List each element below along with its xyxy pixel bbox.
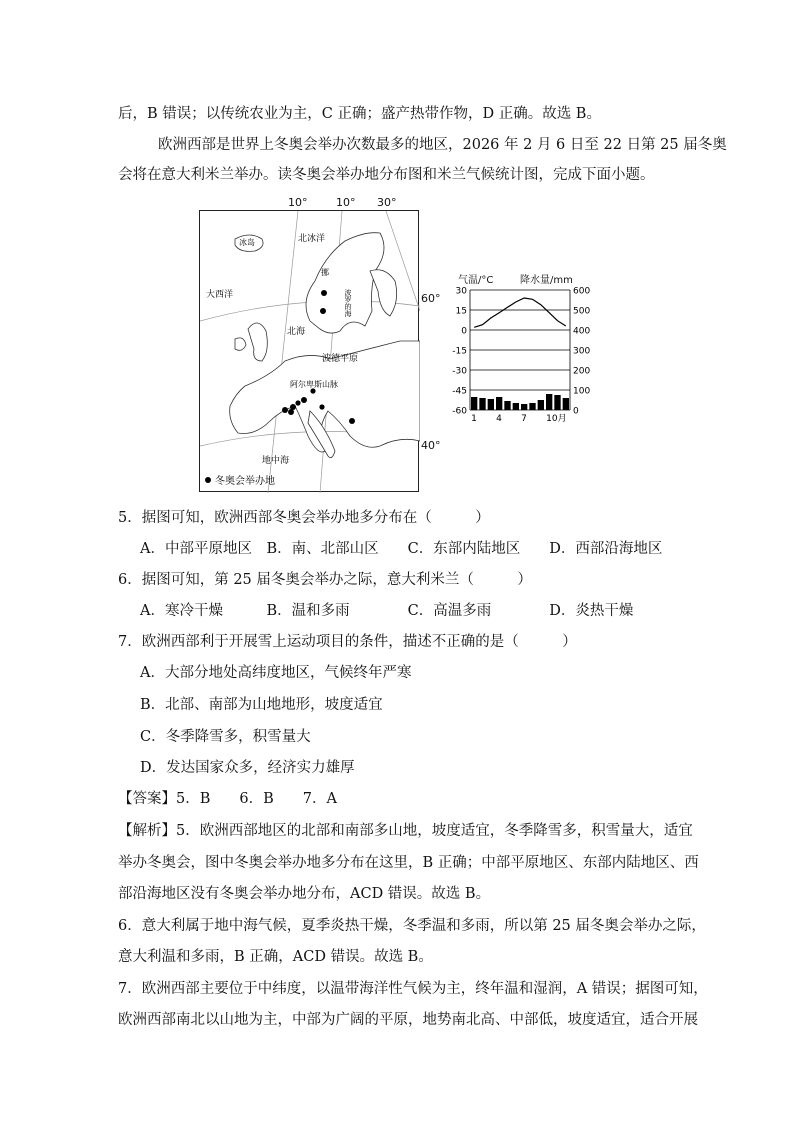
- temp-tick-label: 30: [455, 286, 467, 297]
- x-tick-label: 4: [496, 414, 502, 424]
- label-alps: 阿尔卑斯山脉: [290, 380, 338, 389]
- q7-option-a: A．大部分地处高纬度地区，气候终年严寒: [140, 665, 412, 681]
- q7-option-b: B．北部、南部为山地地形，坡度适宜: [140, 697, 383, 713]
- precipitation-bar: [538, 400, 544, 410]
- temp-tick-label: -60: [452, 406, 467, 417]
- analysis-line-3: 部沿海地区没有冬奥会举办地分布，ACD 错误。故选 B。: [118, 886, 491, 902]
- temp-tick-label: 15: [455, 306, 467, 317]
- q6-stem: 6．据图可知，第 25 届冬奥会举办之际，意大利米兰（ ）: [118, 572, 532, 588]
- host-dot: [320, 308, 326, 314]
- label-atlantic: 大西洋: [206, 290, 234, 300]
- analysis-line-6: 7．欧洲西部主要位于中纬度，以温带海洋性气候为主，终年温和湿润，A 错误；据图可知，: [118, 981, 708, 997]
- precip-tick-label: 0: [573, 406, 579, 417]
- q7-option-c: C．冬季降雪多，积雪量大: [140, 729, 311, 745]
- precipitation-bar: [504, 401, 510, 410]
- host-dot: [321, 290, 327, 296]
- lon-label-2: 10°: [336, 196, 356, 209]
- intro-line-1: 后，B 错误；以传统农业为主，C 正确；盛产热带作物，D 正确。故选 B。: [118, 106, 601, 122]
- temp-tick-label: -45: [452, 386, 467, 397]
- lon-label-1: 10°: [288, 196, 308, 209]
- climate-chart: [440, 284, 600, 429]
- precipitation-bar: [563, 398, 569, 410]
- lon-label-3: 30°: [377, 196, 397, 209]
- analysis-line-7: 欧洲西部南北以山地为主，中部为广阔的平原，地势南北高、中部低，坡度适宜，适合开展: [118, 1012, 698, 1028]
- legend-dot: [205, 477, 211, 483]
- q6-options: A．寒冷干燥 B．温和多雨 C．高温多雨 D．炎热干燥: [140, 603, 634, 619]
- precip-tick-label: 100: [573, 386, 591, 397]
- precip-tick-label: 300: [573, 346, 591, 357]
- precip-tick-label: 400: [573, 326, 591, 337]
- q5-options: A．中部平原地区 B．南、北部山区 C．东部内陆地区 D．西部沿海地区: [140, 541, 663, 557]
- answer-line: 【答案】5．B 6．B 7．A: [118, 791, 337, 807]
- britain-shape: [248, 323, 267, 361]
- analysis-line-5: 意大利温和多雨，B 正确，ACD 错误。故选 B。: [118, 949, 433, 965]
- lat-label-60: 60°: [421, 292, 441, 305]
- precipitation-bar: [479, 398, 485, 410]
- q7-stem: 7．欧洲西部利于开展雪上运动项目的条件，描述不正确的是（ ）: [118, 634, 577, 650]
- lat-label-40: 40°: [421, 439, 441, 452]
- label-north-sea: 北海: [287, 327, 306, 337]
- intro-line-2: 欧洲西部是世界上冬奥会举办次数最多的地区，2026 年 2 月 6 日至 22 日第 25 届冬奥: [158, 137, 727, 153]
- x-tick-label: 1: [471, 414, 477, 424]
- precip-tick-label: 200: [573, 366, 591, 377]
- precipitation-bar: [488, 399, 494, 410]
- precipitation-bar: [554, 395, 560, 410]
- europe-map: [199, 210, 419, 492]
- x-tick-label: 7: [521, 414, 527, 424]
- temp-axis-label: 气温/°C: [458, 275, 494, 286]
- host-dot: [319, 404, 324, 409]
- temp-tick-label: -15: [452, 346, 467, 357]
- host-dot: [288, 409, 294, 415]
- precipitation-bar: [513, 403, 519, 410]
- label-arctic: 北冰洋: [298, 234, 326, 244]
- x-tick-label: 10月: [546, 414, 567, 424]
- analysis-line-1: 【解析】5．欧洲西部地区的北部和南部多山地，坡度适宜，冬季降雪多，积雪量大，适宜: [118, 823, 693, 839]
- label-norway: 挪: [321, 268, 329, 277]
- label-plain: 波德平原: [322, 354, 359, 364]
- precipitation-bar: [471, 397, 477, 410]
- legend-text: 冬奥会举办地: [215, 476, 275, 487]
- scandinavia-shape: [306, 233, 384, 333]
- temp-tick-label: -30: [452, 366, 467, 377]
- analysis-line-2: 举办冬奥会，图中冬奥会举办地多分布在这里，B 正确；中部平原地区、东部内陆地区、西: [118, 855, 699, 871]
- intro-line-3: 会将在意大利米兰举办。读冬奥会举办地分布图和米兰气候统计图，完成下面小题。: [118, 167, 655, 183]
- q5-stem: 5．据图可知，欧洲西部冬奥会举办地多分布在（ ）: [118, 510, 490, 526]
- ireland-shape: [235, 338, 246, 350]
- precip-tick-label: 500: [573, 306, 591, 317]
- precipitation-bar: [496, 397, 502, 410]
- precip-axis-label: 降水量/mm: [520, 275, 573, 286]
- q7-option-d: D．发达国家众多，经济实力雄厚: [140, 760, 355, 776]
- host-dot: [310, 388, 315, 393]
- map-svg: [200, 211, 420, 493]
- label-iceland: 冰岛: [239, 238, 255, 247]
- host-dot: [301, 397, 307, 403]
- host-dot: [282, 407, 288, 413]
- temp-tick-label: 0: [461, 326, 467, 337]
- precip-tick-label: 600: [573, 286, 591, 297]
- host-dot: [349, 418, 355, 424]
- analysis-line-4: 6．意大利属于地中海气候，夏季炎热干燥，冬季温和多雨，所以第 25 届冬奥会举办之际，: [118, 918, 706, 934]
- precipitation-bar: [529, 403, 535, 410]
- finland-shape: [370, 270, 397, 316]
- label-med: 地中海: [262, 456, 290, 466]
- lon-line-1: [268, 211, 298, 493]
- precipitation-bar: [546, 394, 552, 410]
- precipitation-bar: [521, 404, 527, 410]
- label-baltic: 波罗的海: [344, 289, 352, 317]
- temperature-line: [474, 298, 566, 327]
- host-dot: [295, 400, 300, 405]
